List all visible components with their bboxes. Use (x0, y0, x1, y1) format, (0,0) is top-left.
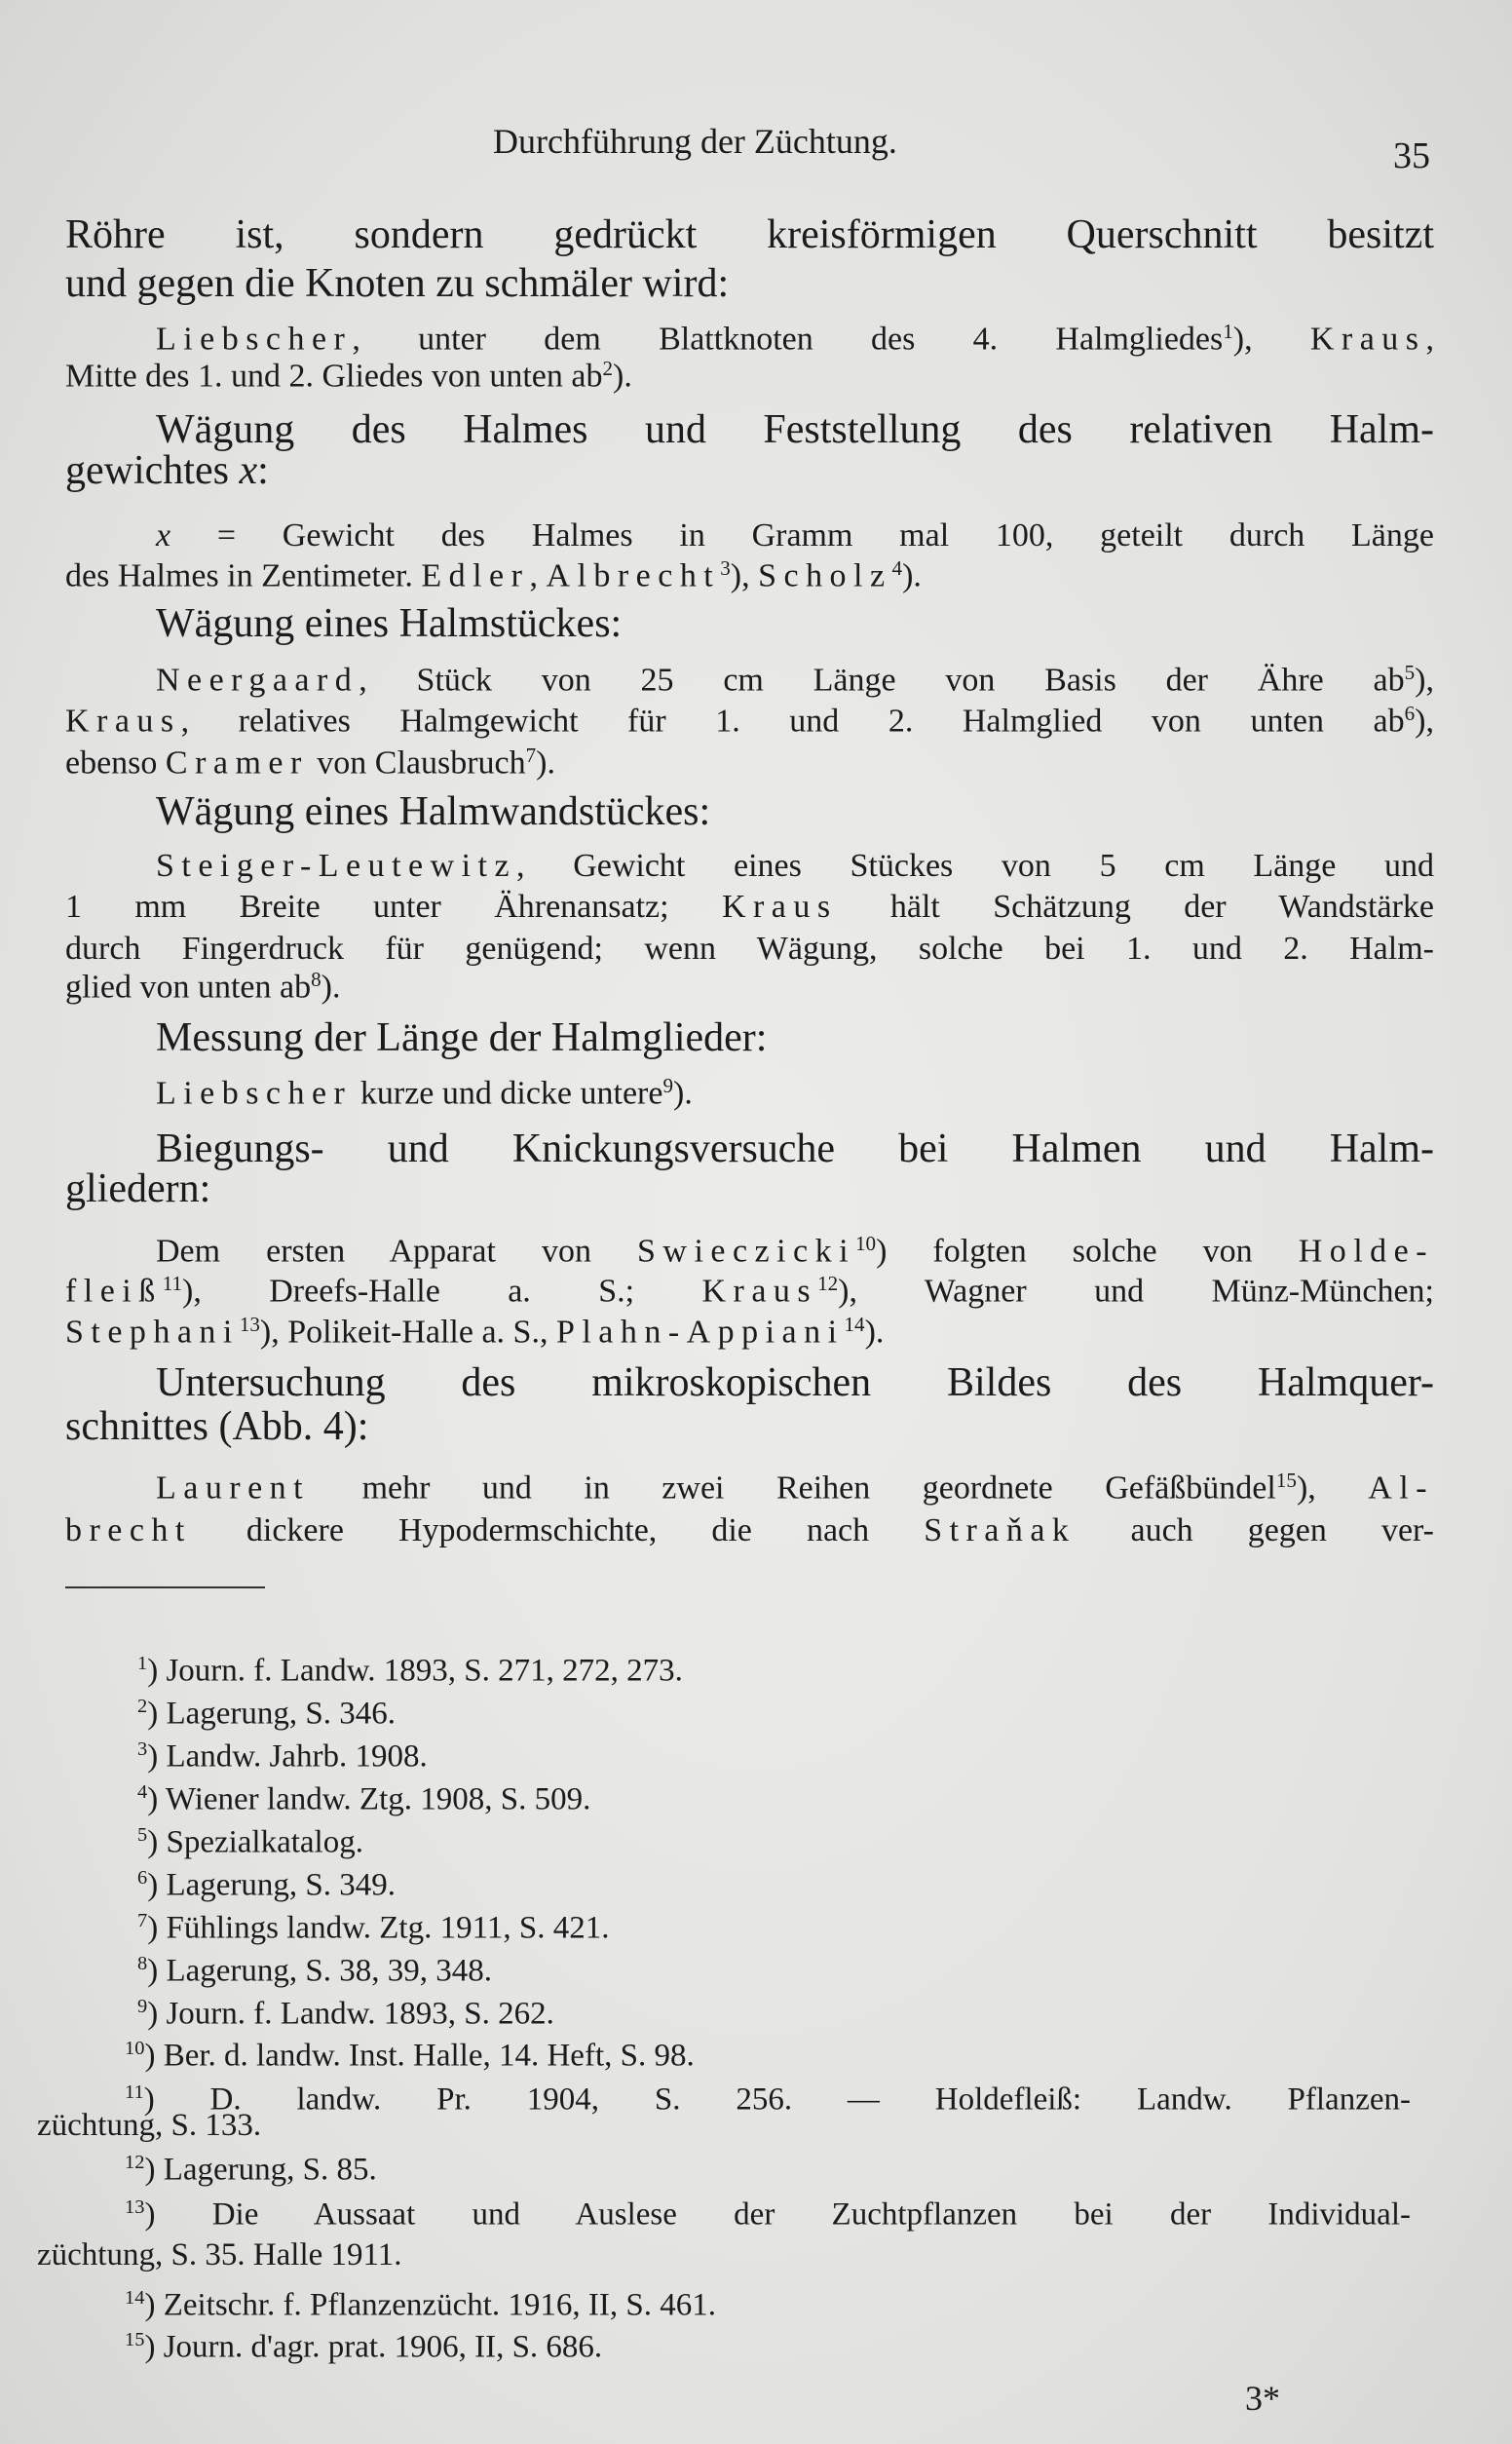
text-run: , relatives Halmgewicht für 1. und 2. Halmglied von unten ab (180, 703, 1405, 740)
author-name: Holde- (1298, 1233, 1434, 1270)
footnote-number: 12 (125, 2152, 145, 2173)
text-run: = Gewicht des Halmes in Gramm mal 100, geteilt durch Länge (170, 516, 1434, 554)
text-run: Wägung des Halmes und Feststellung des relativen Halm- (156, 406, 1434, 452)
running-title: Durchführung der Züchtung. (493, 122, 897, 161)
text-run: schnittes (Abb. 4): (65, 1403, 369, 1449)
text-run: ) folgten solche von (876, 1233, 1299, 1270)
footnote-number: 2 (137, 1696, 148, 1717)
text-run: , (529, 557, 547, 594)
section-heading-line (65, 447, 269, 494)
footnote-text: Lagerung, S. 85. (163, 2152, 377, 2188)
text-run: x (156, 516, 171, 554)
text-run: ). (321, 969, 341, 1006)
section-heading-line (156, 600, 622, 647)
body-text-line (65, 1313, 884, 1352)
text-run: ). (902, 557, 922, 594)
author-name: Albrecht (546, 557, 721, 594)
text-run: glied von unten ab (65, 969, 312, 1006)
footnote-divider (65, 1586, 265, 1588)
footnote-ref: 3 (720, 555, 731, 580)
footnote-number: 15 (125, 2329, 145, 2350)
text-run: 1 mm Breite unter Ährenansatz; (65, 888, 722, 925)
section-heading-line (65, 260, 729, 307)
footnote-text: Die Aussaat und Auslese der Zuchtpflanzen bei der Individual- (211, 2196, 1411, 2233)
author-name: Straňak (924, 1511, 1077, 1548)
footnote-number: 11 (125, 2081, 144, 2103)
footnote-ref: 1 (1223, 319, 1233, 343)
text-run: , (1425, 321, 1434, 358)
footnote (37, 2237, 402, 2273)
text-run: und gegen die Knoten zu schmäler wird: (65, 260, 730, 306)
text-run: , Stück von 25 cm Länge von Basis der Ähre ab (359, 662, 1405, 699)
footnote: $^5$) Spezialkatalog. (137, 1824, 363, 1860)
section-heading-line (65, 1403, 368, 1450)
footnote-text: Lagerung, S. 346. (166, 1696, 397, 1732)
author-name: Liebscher (156, 1075, 353, 1112)
body-text-line (156, 517, 1434, 554)
body-text-line (65, 702, 1434, 741)
footnote: $^8$) Lagerung, S. 38, 39, 348. (137, 1953, 493, 1989)
text-run: ). (536, 745, 555, 782)
body-text-line (156, 1469, 1434, 1508)
footnote-ref: 15 (1275, 1468, 1297, 1492)
footnote-ref: 4 (891, 555, 903, 580)
text-run: ). (864, 1314, 885, 1351)
section-heading-line (65, 211, 1434, 258)
body-text-line (65, 1272, 1434, 1311)
body-text-line (156, 848, 1434, 885)
author-name: Neergaard (156, 662, 359, 699)
footnote-text: Lagerung, S. 349. (166, 1867, 397, 1903)
author-name: Steiger-Leutewitz (156, 847, 517, 884)
text-run: ), (1296, 1470, 1369, 1507)
author-name: Kraus (65, 703, 181, 740)
text-run: ). (673, 1075, 693, 1112)
text-run: Wägung eines Halmstückes: (156, 600, 623, 646)
text-run: hält Schätzung der Wandstärke (837, 888, 1434, 925)
footnote (37, 2108, 261, 2144)
body-text-line (156, 1074, 693, 1113)
footnote-number: 9 (137, 1996, 148, 2017)
body-text-line (156, 1232, 1434, 1271)
author-name: Edler (421, 557, 530, 594)
footnote-text: Landw. Jahrb. 1908. (166, 1738, 428, 1775)
body-text-line (65, 556, 922, 595)
text-run: gewichtes (65, 447, 240, 493)
text-run: des Halmes in Zentimeter. (65, 557, 422, 594)
footnote-text: Journ. f. Landw. 1893, S. 262. (166, 1996, 554, 2032)
text-run: Messung der Länge der Halmglieder: (156, 1014, 768, 1060)
author-name: brecht (65, 1511, 192, 1548)
footnote-text: Lagerung, S. 38, 39, 348. (166, 1953, 493, 1989)
footnote: $^2$) Lagerung, S. 346. (137, 1696, 397, 1732)
footnote: $^{10}$) Ber. d. landw. Inst. Halle, 14. Heft, S. 98. (125, 2038, 695, 2074)
text-run: ), (1415, 703, 1434, 740)
body-text-line (65, 357, 632, 396)
text-run: ebenso (65, 745, 166, 782)
footnote: $^{14}$) Zeitschr. f. Pflanzenzücht. 1916, II, S. 461. (125, 2287, 716, 2323)
footnote-ref: 5 (1404, 660, 1416, 684)
footnote-number: 14 (125, 2287, 145, 2309)
footnote-text: D. landw. Pr. 1904, S. 256. — Holdefleiß: Landw. Pflanzen- (209, 2081, 1411, 2118)
author-name: Kraus (701, 1273, 818, 1310)
text-run: Röhre ist, sondern gedrückt kreisförmigen Querschnitt besitzt (65, 211, 1434, 257)
footnote-text: Spezialkatalog. (166, 1824, 363, 1860)
body-text-line (65, 968, 341, 1007)
footnote: $^{13}$) Die Aussaat und Auslese der Zuchtpflanzen bei der Individual- (125, 2196, 1411, 2233)
footnote-ref: 13 (239, 1312, 260, 1336)
author-name: fleiß (65, 1273, 163, 1310)
text-run: gliedern: (65, 1165, 211, 1211)
footnote: $^{12}$) Lagerung, S. 85. (125, 2152, 377, 2188)
footnote: $^4$) Wiener landw. Ztg. 1908, S. 509. (137, 1781, 591, 1817)
footnote-number: 8 (137, 1953, 148, 1974)
footnote-ref: 11 (162, 1271, 183, 1295)
footnote-ref: 2 (602, 356, 614, 380)
footnote: $^{15}$) Journ. d'agr. prat. 1906, II, S. 686. (125, 2329, 603, 2365)
text-run: x (239, 447, 258, 493)
author-name: Scholz (758, 557, 892, 594)
text-run: , unter dem Blattknoten des 4. Halmgliedes (352, 321, 1224, 358)
footnote-number: 3 (137, 1738, 148, 1760)
author-name: Stephani (65, 1314, 240, 1351)
section-heading-line (156, 1359, 1434, 1406)
footnote-ref: 6 (1404, 701, 1416, 725)
body-text-line (65, 889, 1434, 926)
footnote-text: Journ. d'agr. prat. 1906, II, S. 686. (163, 2329, 603, 2365)
text-run: , Gewicht eines Stückes von 5 cm Länge und (516, 847, 1434, 884)
footnote-ref: 14 (844, 1312, 865, 1336)
text-run: durch Fingerdruck für genügend; wenn Wägung, solche bei 1. und 2. Halm- (65, 930, 1434, 967)
text-run: Mitte des 1. und 2. Gliedes von unten ab (65, 358, 603, 395)
section-heading-line (156, 406, 1434, 453)
footnote-number: 1 (137, 1653, 148, 1674)
author-name: Kraus (1309, 321, 1426, 358)
footnote: $^6$) Lagerung, S. 349. (137, 1867, 397, 1903)
author-name: Al- (1368, 1470, 1434, 1507)
footnote: $^1$) Journ. f. Landw. 1893, S. 271, 272, 273. (137, 1653, 683, 1689)
text-run: ), (1232, 321, 1310, 358)
page-number: 35 (1393, 135, 1430, 176)
author-name: Kraus (721, 888, 838, 925)
author-name: Plahn-Appiani (555, 1314, 845, 1351)
text-run: Wägung eines Halmwandstückes: (156, 788, 711, 834)
footnote-number: 4 (137, 1781, 148, 1803)
footnote: $^3$) Landw. Jahrb. 1908. (137, 1738, 428, 1775)
footnote-text: Zeitschr. f. Pflanzenzücht. 1916, II, S. 461. (163, 2287, 716, 2323)
footnote-text: züchtung, S. 35. Halle 1911. (37, 2237, 402, 2272)
text-run: ). (613, 358, 632, 395)
footnote: $^9$) Journ. f. Landw. 1893, S. 262. (137, 1996, 554, 2032)
footnote-ref: 12 (817, 1271, 839, 1295)
footnote-text: Fühlings landw. Ztg. 1911, S. 421. (166, 1910, 610, 1946)
body-text-line (156, 320, 1434, 359)
text-run: ), Wagner und Münz-München; (838, 1273, 1434, 1310)
footnote-text: Wiener landw. Ztg. 1908, S. 509. (165, 1781, 591, 1817)
text-run: : (257, 447, 269, 493)
footnote-number: 13 (125, 2196, 145, 2218)
footnote-ref: 7 (525, 743, 537, 767)
footnote-text: züchtung, S. 133. (37, 2108, 262, 2143)
text-run: von Clausbruch (308, 745, 526, 782)
section-heading-line (156, 1014, 767, 1061)
section-heading-line (156, 1126, 1434, 1172)
text-run: ), Polikeit-Halle a. S., (259, 1314, 556, 1351)
author-name: Swieczicki (637, 1233, 855, 1270)
footnote: $^{11}$) D. landw. Pr. 1904, S. 256. — Holdefleiß: Landw. Pflanzen- (125, 2081, 1411, 2118)
footnote-number: 5 (137, 1824, 148, 1846)
text-run: kurze und dicke untere (352, 1075, 663, 1112)
footnote-number: 10 (125, 2038, 145, 2059)
author-name: Laurent (156, 1470, 311, 1507)
footnote-text: Ber. d. landw. Inst. Halle, 14. Heft, S. 98. (163, 2038, 695, 2074)
body-text-line (156, 661, 1434, 700)
author-name: Cramer (165, 745, 309, 782)
text-run: mehr und in zwei Reihen geordnete Gefäßbündel (310, 1470, 1276, 1507)
text-run: auch gegen ver- (1076, 1511, 1434, 1548)
footnote-ref: 10 (855, 1231, 877, 1255)
section-heading-line (65, 1165, 210, 1212)
footnote-text: Journ. f. Landw. 1893, S. 271, 272, 273. (166, 1653, 683, 1689)
text-run: Untersuchung des mikroskopischen Bildes des Halmquer- (156, 1359, 1434, 1405)
text-run: Biegungs- und Knickungsversuche bei Halmen und Halm- (156, 1126, 1434, 1171)
author-name: Liebscher (156, 321, 353, 358)
body-text-line (65, 1512, 1434, 1549)
footnote-number: 7 (137, 1910, 148, 1931)
text-run: dickere Hypodermschichte, die nach (191, 1511, 925, 1548)
footnote-ref: 8 (311, 967, 321, 991)
signature-mark: 3* (1245, 2379, 1280, 2418)
body-text-line (65, 744, 555, 783)
text-run: ), Dreefs-Halle a. S.; (182, 1273, 702, 1310)
section-heading-line (156, 788, 710, 835)
text-run: ), (730, 557, 759, 594)
footnote-ref: 9 (662, 1073, 674, 1097)
text-run: Dem ersten Apparat von (156, 1233, 638, 1270)
body-text-line (65, 931, 1434, 968)
footnote: $^7$) Fühlings landw. Ztg. 1911, S. 421. (137, 1910, 610, 1946)
text-run: ), (1415, 662, 1434, 699)
footnote-number: 6 (137, 1867, 148, 1889)
